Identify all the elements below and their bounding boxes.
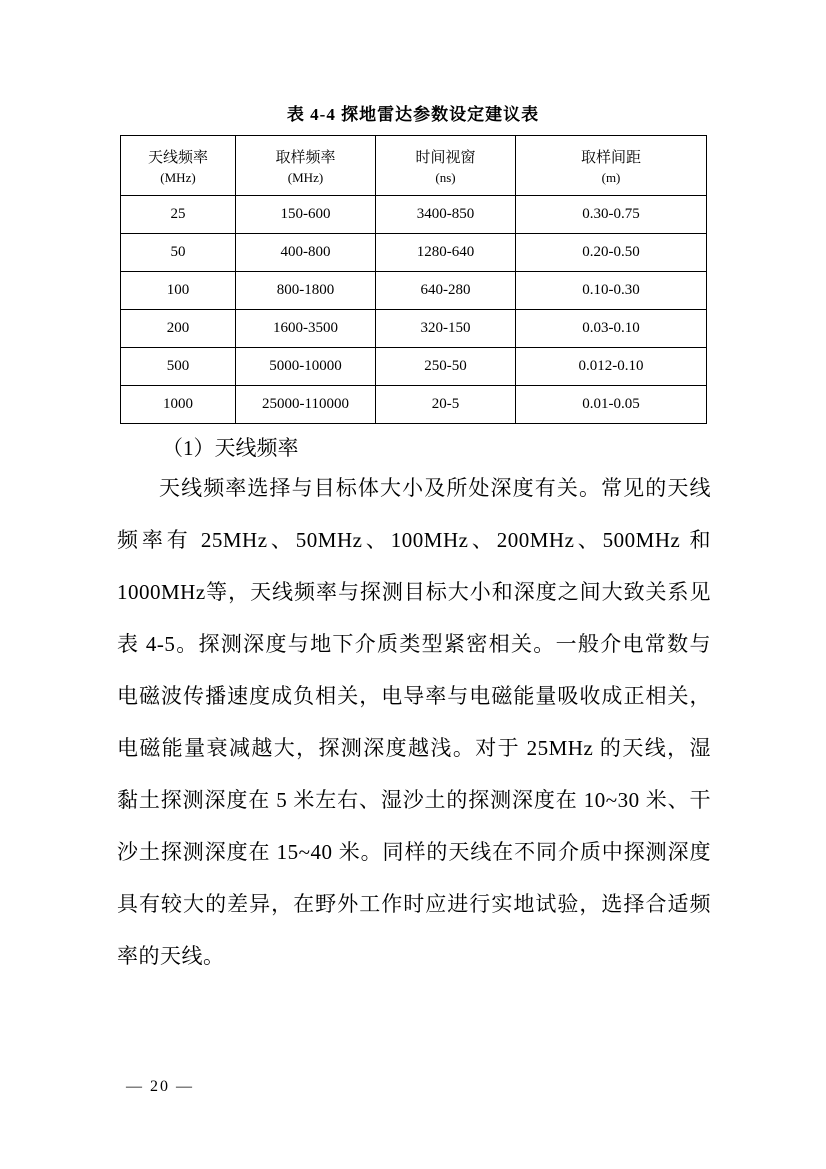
table-header-cell	[376, 136, 516, 196]
header-label: 天线频率	[147, 149, 208, 166]
table-cell: 0.012-0.10	[516, 348, 707, 386]
table-cell: 0.01-0.05	[516, 386, 707, 424]
table-cell: 3400-850	[376, 196, 516, 234]
table-row	[121, 348, 707, 386]
page-number: — 20 —	[126, 1078, 194, 1095]
table-title: 表 4-4 探地雷达参数设定建议表	[286, 105, 540, 124]
table-cell: 1000	[121, 386, 236, 424]
table-row	[121, 234, 707, 272]
table-cell: 5000-10000	[236, 348, 376, 386]
table-cell: 0.10-0.30	[516, 272, 707, 310]
table-row	[121, 386, 707, 424]
header-unit: (MHz)	[160, 169, 196, 185]
table-cell: 1280-640	[376, 234, 516, 272]
table-cell: 320-150	[376, 310, 516, 348]
header-unit: (m)	[601, 169, 621, 185]
table-cell: 100	[121, 272, 236, 310]
table-cell: 25000-110000	[236, 386, 376, 424]
table-cell: 25	[121, 196, 236, 234]
body-paragraph: 天线频率选择与目标体大小及所处深度有关。常见的天线频率有 25MHz、50MHz、100MHz、200MHz、500MHz 和 1000MHz等，天线频率与探测目标大小和深度之间大致关系见表 4-5。探测深度与地下介质类型紧密相关。一般介电常数与电磁波传播速度成负相关，电导率与电磁能量吸收成正相关，电磁能量衰减越大，探测深度越浅。对于 25MHz 的天线，湿黏土探测深度在 5 米左右、湿沙土的探测深度在 10~30 米、干沙土探测深度在 15~40 米。同样的天线在不同介质中探测深度具有较大的差异，在野外工作时应进行实地试验，选择合适频率的天线。	[117, 476, 711, 968]
table-cell: 0.03-0.10	[516, 310, 707, 348]
table-cell: 500	[121, 348, 236, 386]
table-cell: 640-280	[376, 272, 516, 310]
header-unit: (ns)	[435, 169, 456, 185]
table-cell: 150-600	[236, 196, 376, 234]
table-cell: 800-1800	[236, 272, 376, 310]
table-row	[121, 310, 707, 348]
table-header-row	[121, 136, 707, 196]
table-header-cell	[236, 136, 376, 196]
header-unit: (MHz)	[287, 169, 324, 185]
header-label: 取样间距	[580, 149, 641, 166]
table-cell: 200	[121, 310, 236, 348]
table-cell: 1600-3500	[236, 310, 376, 348]
table-cell: 20-5	[376, 386, 516, 424]
table-cell: 0.30-0.75	[516, 196, 707, 234]
table-row	[121, 196, 707, 234]
table-cell: 0.20-0.50	[516, 234, 707, 272]
table-header-cell	[121, 136, 236, 196]
table-header-cell	[516, 136, 707, 196]
table-cell: 400-800	[236, 234, 376, 272]
header-label: 取样频率	[275, 149, 336, 166]
table-cell: 250-50	[376, 348, 516, 386]
table-cell: 50	[121, 234, 236, 272]
header-label: 时间视窗	[415, 149, 476, 166]
gpr-parameter-table	[120, 135, 707, 424]
section-heading: （1）天线频率	[162, 436, 299, 460]
table-row	[121, 272, 707, 310]
